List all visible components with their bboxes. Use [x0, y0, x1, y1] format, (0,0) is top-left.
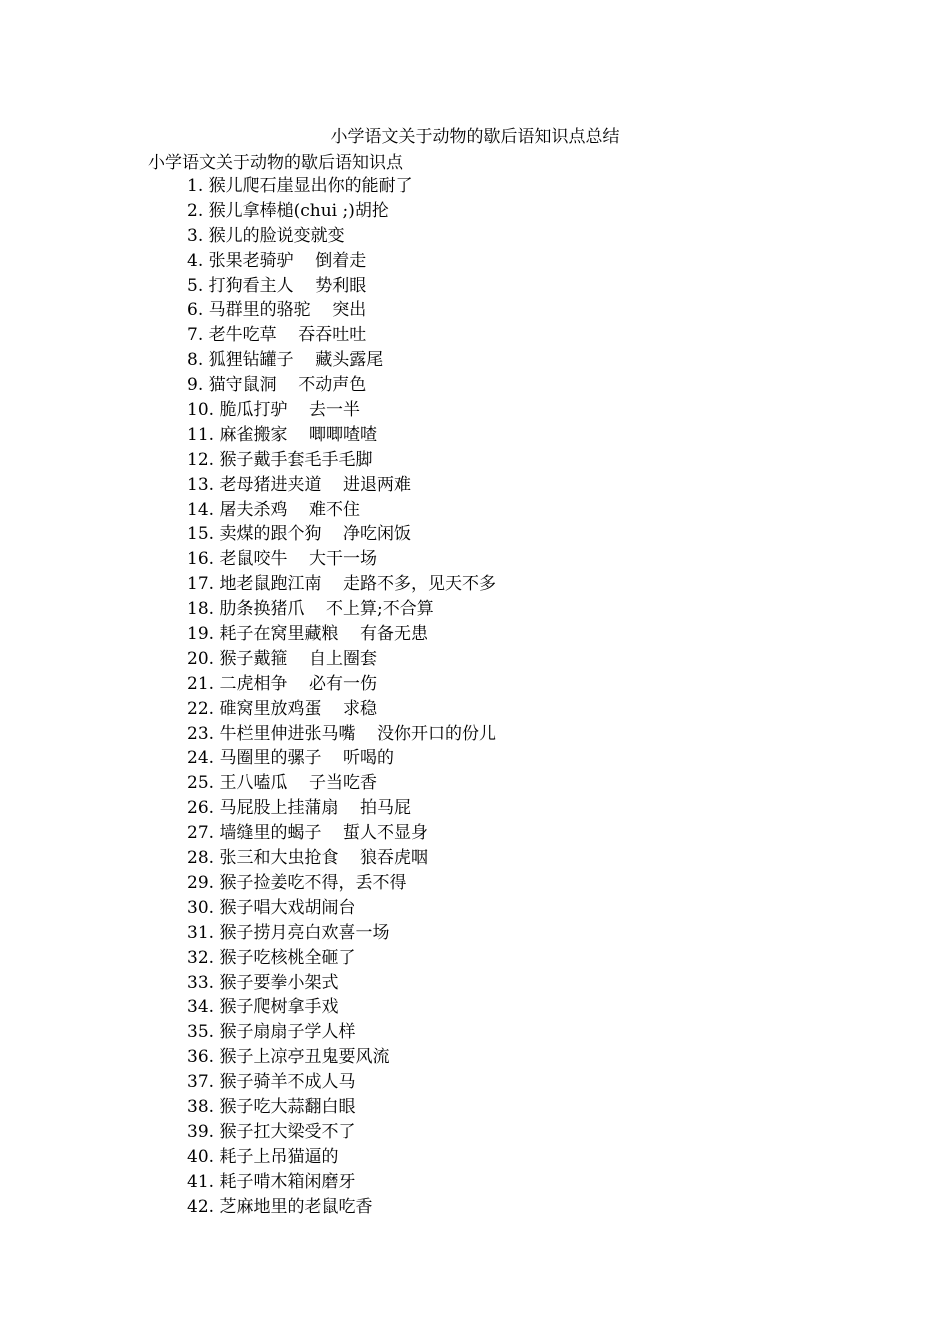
list-item: 3. 猴儿的脸说变就变: [187, 225, 345, 246]
list-item: 33. 猴子要拳小架式: [187, 972, 339, 993]
list-item: 12. 猴子戴手套毛手毛脚: [187, 449, 373, 470]
list-item: 32. 猴子吃核桃全砸了: [187, 947, 356, 968]
list-item: 28. 张三和大虫抢食 狼吞虎咽: [187, 848, 429, 869]
list-item: 23. 牛栏里伸进张马嘴 没你开口的份儿: [187, 723, 497, 744]
list-item: 24. 马圈里的骡子 听喝的: [187, 748, 395, 769]
list-item: 26. 马屁股上挂蒲扇 拍马屁: [187, 798, 412, 819]
list-item: 39. 猴子扛大梁受不了: [187, 1121, 356, 1142]
list-item: 41. 耗子啃木箱闲磨牙: [187, 1171, 356, 1192]
list-item: 38. 猴子吃大蒜翻白眼: [187, 1096, 356, 1117]
list-item: 42. 芝麻地里的老鼠吃香: [187, 1196, 373, 1217]
list-item: 9. 猫守鼠洞 不动声色: [187, 375, 367, 396]
list-item: 17. 地老鼠跑江南 走路不多，见天不多: [187, 574, 497, 595]
list-item: 2. 猴儿拿棒槌(chui ;)胡抡: [187, 200, 389, 221]
list-item: 14. 屠夫杀鸡 难不住: [187, 499, 361, 520]
list-item: 27. 墙缝里的蝎子 蜇人不显身: [187, 823, 429, 844]
list-item: 20. 猴子戴箍 自上圈套: [187, 648, 378, 669]
list-item: 1. 猴儿爬石崖显出你的能耐了: [187, 176, 413, 196]
list-item: 5. 打狗看主人 势利眼: [187, 275, 367, 296]
list-item: 31. 猴子捞月亮白欢喜一场: [187, 922, 390, 943]
list-item: 29. 猴子捡姜吃不得，丢不得: [187, 872, 407, 893]
list-item: 13. 老母猪进夹道 进退两难: [187, 474, 412, 495]
document-title: 小学语文关于动物的歇后语知识点总结: [330, 127, 620, 147]
list-item: 35. 猴子扇扇子学人样: [187, 1022, 356, 1043]
list-item: 16. 老鼠咬牛 大干一场: [187, 549, 378, 570]
list-item: 36. 猴子上凉亭丑鬼要风流: [187, 1047, 390, 1068]
list-item: 18. 肋条换猪爪 不上算;不合算: [187, 599, 434, 620]
document-subtitle: 小学语文关于动物的歇后语知识点: [148, 153, 403, 173]
idiom-list: [187, 174, 496, 1219]
list-item: 25. 王八嗑瓜 子当吃香: [187, 773, 378, 794]
list-item: 37. 猴子骑羊不成人马: [187, 1072, 356, 1093]
list-item: 10. 脆瓜打驴 去一半: [187, 400, 361, 421]
list-item: 15. 卖煤的跟个狗 净吃闲饭: [187, 524, 412, 545]
list-item: 8. 狐狸钻罐子 藏头露尾: [187, 350, 384, 371]
list-item: 7. 老牛吃草 吞吞吐吐: [187, 325, 367, 346]
list-item: 19. 耗子在窝里藏粮 有备无患: [187, 624, 429, 645]
list-item: 21. 二虎相争 必有一伤: [187, 673, 378, 694]
list-item: 4. 张果老骑驴 倒着走: [187, 250, 367, 271]
list-item: 34. 猴子爬树拿手戏: [187, 997, 339, 1018]
list-item: 11. 麻雀搬家 唧唧喳喳: [187, 424, 378, 445]
list-item: 30. 猴子唱大戏胡闹台: [187, 897, 356, 918]
list-item: 40. 耗子上吊猫逼的: [187, 1146, 339, 1167]
list-item: 6. 马群里的骆驼 突出: [187, 300, 367, 321]
list-item: 22. 碓窝里放鸡蛋 求稳: [187, 698, 378, 719]
